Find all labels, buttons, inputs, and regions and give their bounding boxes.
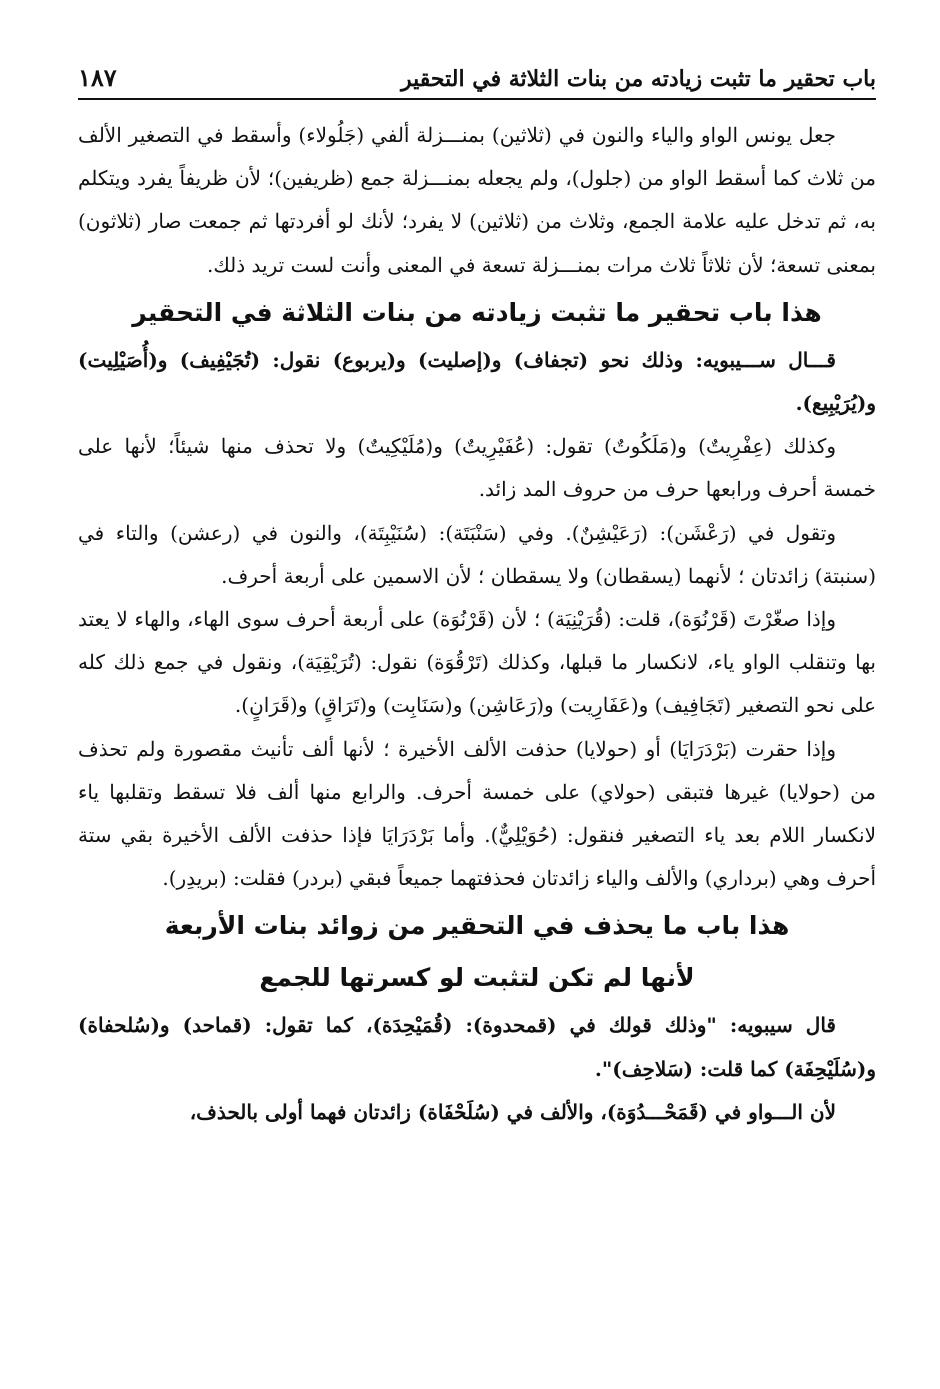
header-title: باب تحقير ما تثبت زيادته من بنات الثلاثة في التحقير [401, 66, 876, 92]
section-heading: هذا باب تحقير ما تثبت زيادته من بنات الثلاثة في التحقير [132, 297, 822, 327]
paragraph: وكذلك (عِفْرِيتٌ) و(مَلَكُوتٌ) تقول: (عُفَيْرِيتٌ) و(مُلَيْكِيتٌ) ولا تحذف منها شيئاً؛ لأنها على خمسة أحرف ورابعها حرف من حروف المد زائد. [78, 434, 876, 502]
section-subheading: لأنها لم تكن لتثبت لو كسرتها للجمع [259, 963, 695, 993]
page-number: ١٨٧ [78, 63, 117, 92]
paragraph: جعل يونس الواو والياء والنون في (ثلاثين) بمنـــزلة ألفي (جَلُولاء) وأسقط في التصغير الألف من ثلاث كما أسقط الواو من (جلول)، ولم يجعله بمنـــزلة جمع (ظريفين)؛ لأن ظريفاً يفرد ويتكلم به، ثم تدخل عليه علامة الجمع، وثلاث من (ثلاثين) لا يفرد؛ لأنك لو أفردتها ثم جمعت صار (ثلاثون) بمعنى تسعة؛ لأن ثلاثاً ثلاث مرات بمنـــزلة تسعة في المعنى وأنت لست تريد ذلك. [78, 123, 876, 277]
paragraph: لأن الـــواو في (قَمَحْـــدُوَة)، والألف في (سُلَحْفَاة) زائدتان فهما أولى بالحذف، [189, 1099, 836, 1124]
paragraph: وتقول في (رَعْشَن): (رَعَيْشِنٌ). وفي (سَنْبَتَة): (سُنَيْبِتَة)، والنون في (رعشن) والتاء في (سنبتة) زائدتان ؛ لأنهما (يسقطان) ولا يسقطان ؛ لأن الاسمين على أربعة أحرف. [78, 520, 876, 588]
paragraph: قـــال ســـيبويه: وذلك نحو (تجفاف) و(إصليت) و(يربوع) نقول: (تُجَيْفِيف) و(أُصَيْلِيت) و(يُرَيْبِيع). [78, 347, 876, 416]
paragraph: وإذا صغّرْتَ (قَرْنُوَة)، قلت: (قُرَيْنِيَة) ؛ لأن (قَرْنُوَة) على أربعة أحرف سوى الهاء، والهاء لا يعتد بها وتنقلب الواو ياء، لانكسار ما قبلها، وكذلك (تَرْقُوَة) نقول: (تُرَيْقِيَة)، ونقول في جمع ذلك كله على نحو التصغير (تَجَافِيف) و(عَفَارِيت) و(رَعَاشِن) و(سَنَابِت) و(تَرَاقٍ) و(قَرَانٍ). [78, 607, 876, 718]
section-heading: هذا باب ما يحذف في التحقير من زوائد بنات الأربعة [164, 911, 790, 941]
page-body [78, 114, 876, 1134]
paragraph: وإذا حقرت (بَرْدَرَايَا) أو (حولايا) حذفت الألف الأخيرة ؛ لأنها ألف تأنيث مقصورة ولم تحذف من (حولايا) غيرها فتبقى (حولاي) على خمسة أحرف. والرابع منها ألف فلا تسقط وتقلبها ياء لانكسار اللام بعد ياء التصغير فنقول: (حُوَيْلِيٌّ). وأما بَرْدَرَايَا فإذا حذفت الألف الأخيرة بقي ستة أحرف وهي (برداري) والألف والياء زائدتان فحذفتهما جميعاً فبقي (بردر) فقلت: (بريدِر). [78, 736, 876, 891]
paragraph: قال سيبويه: "وذلك قولك في (قمحدوة): (قُمَيْحِدَة)، كما تقول: (قماحد) و(سُلحفاة) و(سُلَيْحِفَة) كما قلت: (سَلاحِف)". [78, 1013, 876, 1081]
running-header [78, 56, 876, 100]
